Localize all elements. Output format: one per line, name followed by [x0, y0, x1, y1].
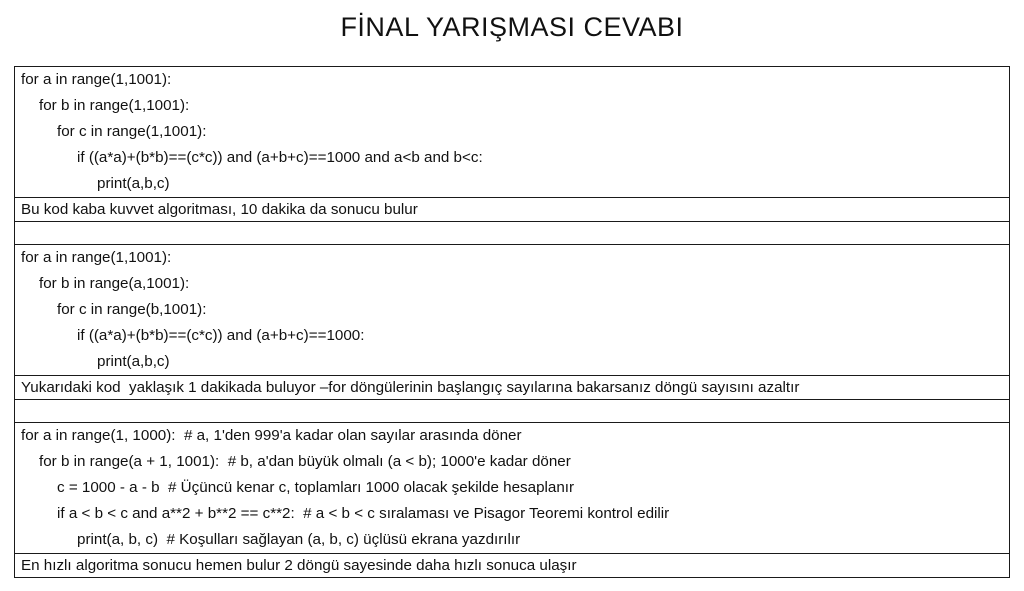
empty-cell	[15, 222, 1010, 245]
code-block-1	[15, 67, 1010, 198]
code-row-1	[15, 67, 1010, 198]
code-line: c = 1000 - a - b # Üçüncü kenar c, toplamları 1000 olacak şekilde hesaplanır	[57, 479, 575, 496]
code-line: for a in range(1,1001):	[21, 249, 172, 266]
code-line: for b in range(1,1001):	[39, 97, 190, 114]
code-line: for c in range(b,1001):	[57, 301, 207, 318]
code-line: print(a,b,c)	[97, 353, 170, 370]
description-3: En hızlı algoritma sonucu hemen bulur 2 döngü sayesinde daha hızlı sonuca ulaşır	[15, 554, 1010, 578]
spacer-row-1	[15, 222, 1010, 245]
code-row-3	[15, 423, 1010, 554]
code-line: for b in range(a,1001):	[39, 275, 190, 292]
description-row-1	[15, 198, 1010, 222]
code-line: print(a, b, c) # Koşulları sağlayan (a, b, c) üçlüsü ekrana yazdırılır	[77, 531, 521, 548]
code-block-2	[15, 245, 1010, 376]
code-block-3	[15, 423, 1010, 554]
code-line: for b in range(a + 1, 1001): # b, a'dan büyük olmalı (a < b); 1000'e kadar döner	[39, 453, 571, 470]
code-row-2	[15, 245, 1010, 376]
code-line: for c in range(1,1001):	[57, 123, 207, 140]
description-1: Bu kod kaba kuvvet algoritması, 10 dakika da sonucu bulur	[15, 198, 1010, 222]
description-row-3	[15, 554, 1010, 578]
code-line: if ((a*a)+(b*b)==(c*c)) and (a+b+c)==1000 and a<b and b<c:	[77, 149, 483, 166]
description-row-2	[15, 376, 1010, 400]
description-2: Yukarıdaki kod yaklaşık 1 dakikada buluyor –for döngülerinin başlangıç sayılarına bakarsanız döngü sayısını azaltır	[15, 376, 1010, 400]
code-line: if ((a*a)+(b*b)==(c*c)) and (a+b+c)==1000:	[77, 327, 365, 344]
code-line: if a < b < c and a**2 + b**2 == c**2: # a < b < c sıralaması ve Pisagor Teoremi kontrol edilir	[57, 505, 670, 522]
code-line: for a in range(1,1001):	[21, 71, 172, 88]
code-line: for a in range(1, 1000): # a, 1'den 999'a kadar olan sayılar arasında döner	[21, 427, 522, 444]
code-line: print(a,b,c)	[97, 175, 170, 192]
answer-table	[14, 66, 1010, 578]
empty-cell	[15, 400, 1010, 423]
page-title: FİNAL YARIŞMASI CEVABI	[340, 12, 684, 42]
spacer-row-2	[15, 400, 1010, 423]
